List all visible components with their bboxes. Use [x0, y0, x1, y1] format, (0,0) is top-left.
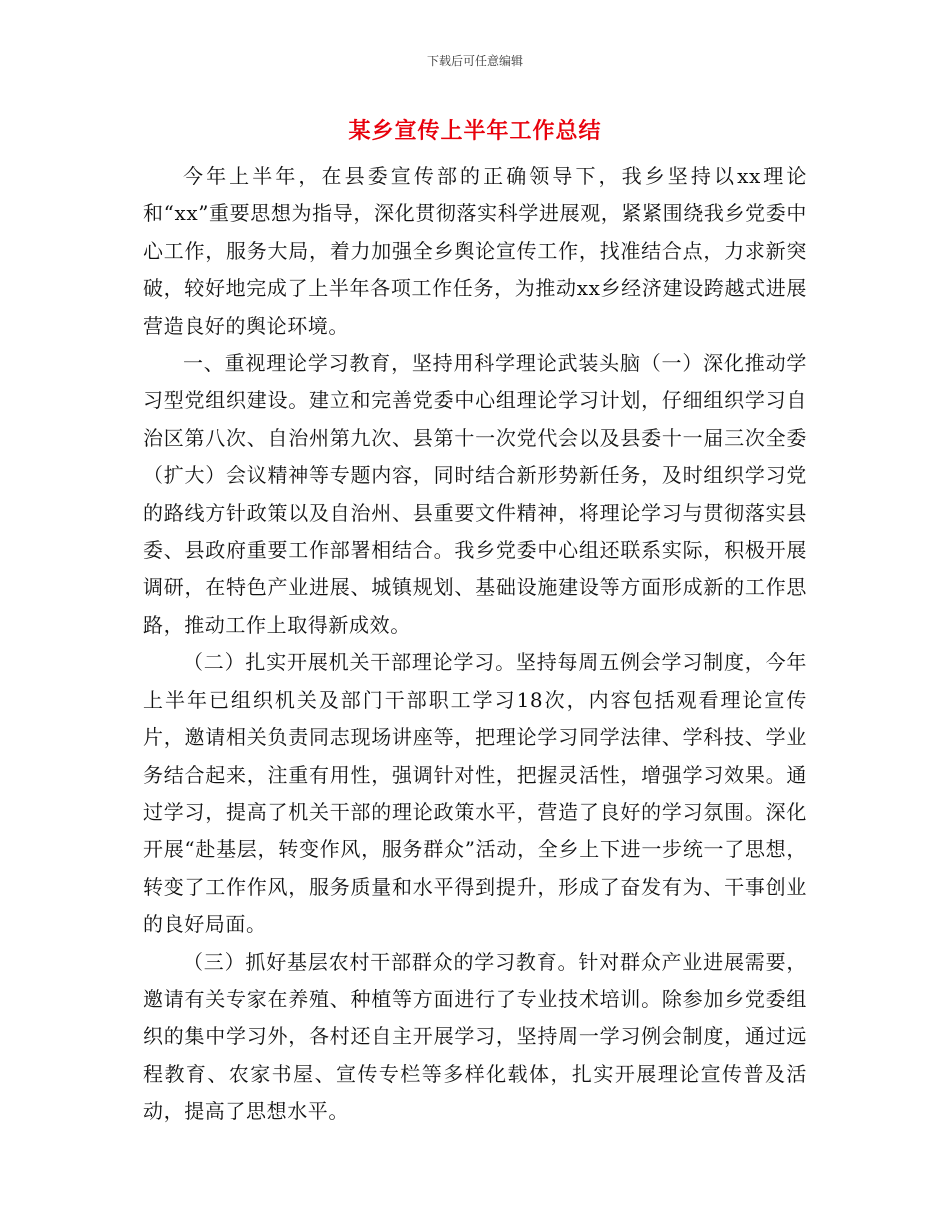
document-body — [143, 158, 807, 1131]
document-title: 某乡宣传上半年工作总结 — [348, 119, 602, 144]
paragraph-section-3: （三）抓好基层农村干部群众的学习教育。针对群众产业进展需要，邀请有关专家在养殖、种植等方面进行了专业技术培训。除参加乡党委组织的集中学习外，各村还自主开展学习，坚持周一学习例会制度，通过远程教育、农家书屋、宣传专栏等多样化载体，扎实开展理论宣传普及活动，提高了思想水平。 — [143, 949, 807, 1124]
header-note: 下载后可任意编辑 — [426, 54, 523, 68]
paragraph-section-2: （二）扎实开展机关干部理论学习。坚持每周五例会学习制度，今年上半年已组织机关及部门干部职工学习18次，内容包括观看理论宣传片，邀请相关负责同志现场讲座等，把理论学习同学法律、学科技、学业务结合起来，注重有用性，强调针对性，把握灵活性，增强学习效果。通过学习，提高了机关干部的理论政策水平，营造了良好的学习氛围。深化开展“赴基层，转变作风，服务群众”活动，全乡上下进一步统一了思想，转变了工作作风，服务质量和水平得到提升，形成了奋发有为、干事创业的良好局面。 — [143, 650, 807, 937]
paragraph-intro: 今年上半年，在县委宣传部的正确领导下，我乡坚持以xx理论和“xx”重要思想为指导，深化贯彻落实科学进展观，紧紧围绕我乡党委中心工作，服务大局，着力加强全乡舆论宣传工作，找准结合点，力求新突破，较好地完成了上半年各项工作任务，为推动xx乡经济建设跨越式进展营造良好的舆论环境。 — [143, 164, 807, 338]
paragraph-section-1: 一、重视理论学习教育，坚持用科学理论武装头脑（一）深化推动学习型党组织建设。建立和完善党委中心组理论学习计划，仔细组织学习自治区第八次、自治州第九次、县第十一次党代会以及县委十一届三次全委（扩大）会议精神等专题内容，同时结合新形势新任务，及时组织学习党的路线方针政策以及自治州、县重要文件精神，将理论学习与贯彻落实县委、县政府重要工作部署相结合。我乡党委中心组还联系实际，积极开展调研，在特色产业进展、城镇规划、基础设施建设等方面形成新的工作思路，推动工作上取得新成效。 — [143, 351, 807, 637]
